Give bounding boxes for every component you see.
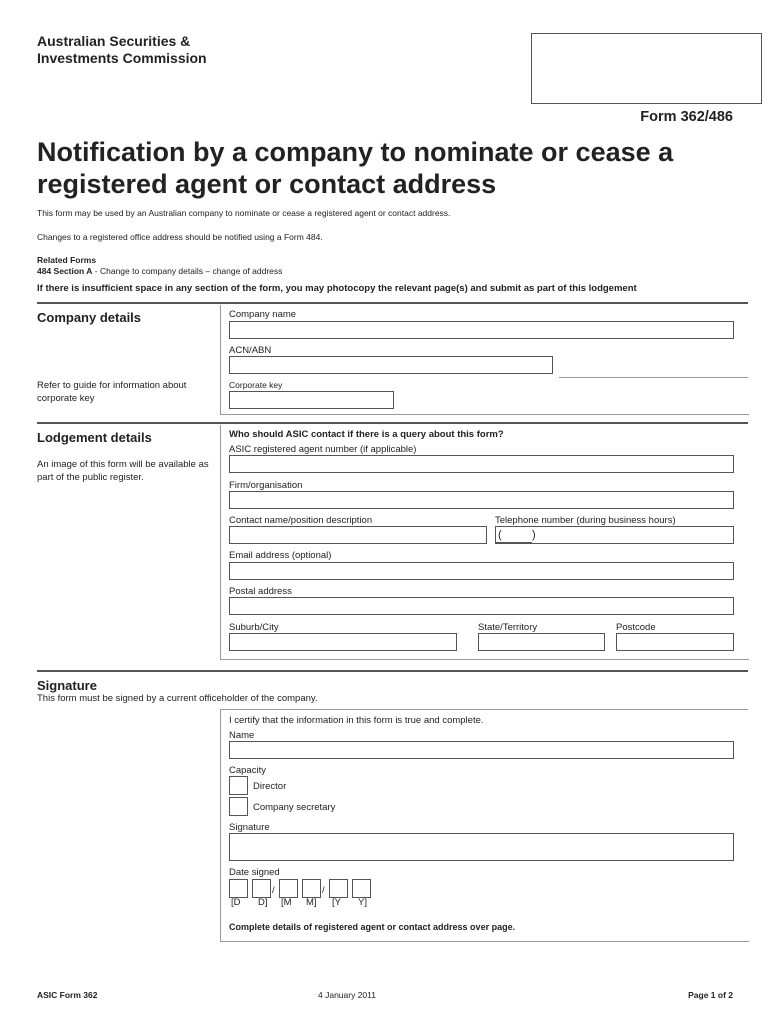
space-notice: If there is insufficient space in any section of the form, you may photocopy the relevant page(s) and submit as part of this lodgement [37,283,637,294]
related-forms-heading: Related Forms [37,255,97,265]
org-line-2: Investments Commission [37,50,207,66]
contact-name-input[interactable] [229,526,487,544]
footer-form-name: ASIC Form 362 [37,990,98,1000]
corporate-key-input[interactable] [229,391,394,409]
org-line-1: Australian Securities & [37,33,191,49]
state-label: State/Territory [478,622,538,633]
public-register-note: An image of this form will be available as part of the public register. [37,459,209,483]
postcode-label: Postcode [616,622,656,633]
company-name-input[interactable] [229,321,734,339]
date-separator: / [322,885,325,896]
date-hint-y2: Y] [358,897,367,908]
contact-name-label: Contact name/position description [229,515,373,526]
intro-paragraph-1: This form may be used by an Australian company to nominate or cease a registered agent or contact address. [37,208,451,218]
title-line-1: Notification by a company to nominate or cease a [37,137,674,167]
firm-label: Firm/organisation [229,480,303,491]
lodgement-details-heading: Lodgement details [37,430,152,445]
signature-input[interactable] [229,833,734,861]
date-year-1-box[interactable] [329,879,348,898]
signature-label: Signature [229,822,270,833]
date-year-2-box[interactable] [352,879,371,898]
date-signed-label: Date signed [229,867,280,878]
state-input[interactable] [478,633,605,651]
date-hint-d2: D] [258,897,268,908]
signature-heading: Signature [37,678,97,693]
query-contact-question: Who should ASIC contact if there is a query about this form? [229,429,504,440]
company-name-label: Company name [229,309,297,320]
area-code-underline [496,542,532,543]
corporate-key-label: Corporate key [229,380,283,390]
company-secretary-checkbox[interactable] [229,797,248,816]
company-secretary-label: Company secretary [253,802,336,813]
signatory-name-input[interactable] [229,741,734,759]
email-label: Email address (optional) [229,550,332,561]
acn-rule [559,377,748,378]
postal-address-input[interactable] [229,597,734,615]
over-page-note: Complete details of registered agent or contact address over page. [229,922,516,932]
date-hint-y1: [Y [332,897,341,908]
postal-address-label: Postal address [229,586,292,597]
footer-page-number: Page 1 of 2 [688,990,733,1000]
form-number: Form 362/486 [640,109,733,125]
date-month-2-box[interactable] [302,879,321,898]
date-hint-d1: [D [231,897,241,908]
email-input[interactable] [229,562,734,580]
postcode-input[interactable] [616,633,734,651]
director-label: Director [253,781,287,792]
suburb-label: Suburb/City [229,622,279,633]
section-divider [37,670,748,672]
acn-abn-input[interactable] [229,356,553,374]
organisation-name [37,33,207,67]
suburb-input[interactable] [229,633,457,651]
agent-number-input[interactable] [229,455,734,473]
firm-input[interactable] [229,491,734,509]
footer-date: 4 January 2011 [318,990,376,1000]
date-day-2-box[interactable] [252,879,271,898]
signature-note: This form must be signed by a current officeholder of the company. [37,693,318,704]
phone-open-paren: ( [498,529,502,541]
corporate-key-note: Refer to guide for information about corporate key [37,380,187,404]
date-separator: / [272,885,275,896]
certify-statement: I certify that the information in this form is true and complete. [229,715,484,726]
date-hint-m1: [M [281,897,292,908]
related-form-desc: - Change to company details – change of address [92,266,283,276]
telephone-label: Telephone number (during business hours) [495,515,676,526]
date-day-1-box[interactable] [229,879,248,898]
date-hint-m2: M] [306,897,317,908]
date-month-1-box[interactable] [279,879,298,898]
page-title [37,136,747,200]
phone-close-paren: ) [532,529,536,541]
capacity-label: Capacity [229,765,266,776]
related-form-id: 484 Section A [37,266,93,276]
section-divider [37,302,748,304]
agent-number-label: ASIC registered agent number (if applicable) [229,444,417,455]
acn-abn-label: ACN/ABN [229,345,272,356]
title-line-2: registered agent or contact address [37,169,497,199]
intro-paragraph-2: Changes to a registered office address should be notified using a Form 484. [37,232,323,242]
section-divider [37,422,748,424]
office-use-box [531,33,762,104]
signatory-name-label: Name [229,730,255,741]
director-checkbox[interactable] [229,776,248,795]
related-forms [37,255,282,277]
company-details-heading: Company details [37,310,142,325]
